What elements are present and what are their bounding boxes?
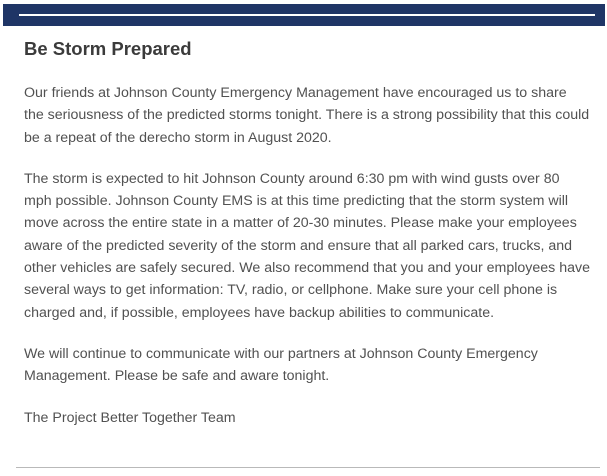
paragraph-intro: Our friends at Johnson County Emergency Management have encouraged us to share the seriousness of the predicted storms tonight. There is a strong possibility that this could be a repeat of the derecho storm in August 2020. [24, 85, 590, 146]
signature: The Project Better Together Team [24, 409, 236, 426]
paragraph-closing: We will continue to communicate with our partners at Johnson County Emergency Management. Please be safe and aware tonight. [24, 345, 538, 385]
footer-divider [16, 467, 600, 468]
header-divider [19, 14, 595, 16]
article-body [24, 37, 590, 429]
header-band [3, 4, 605, 26]
article-title: Be Storm Prepared [24, 38, 192, 59]
paragraph-storm-details: The storm is expected to hit Johnson County around 6:30 pm with wind gusts over 80 mph possible. Johnson County EMS is at this time predicting that the storm system will move across the entire state in a matter of 20-30 minutes. Please make your employees aware of the predicted severity of the storm and ensure that all parked cars, trucks, and other vehicles are safely secured. We also recommend that you and your employees have several ways to get information: TV, radio, or cellphone. Make sure your cell phone is charged and, if possible, employees have backup abilities to communicate. [24, 170, 590, 321]
